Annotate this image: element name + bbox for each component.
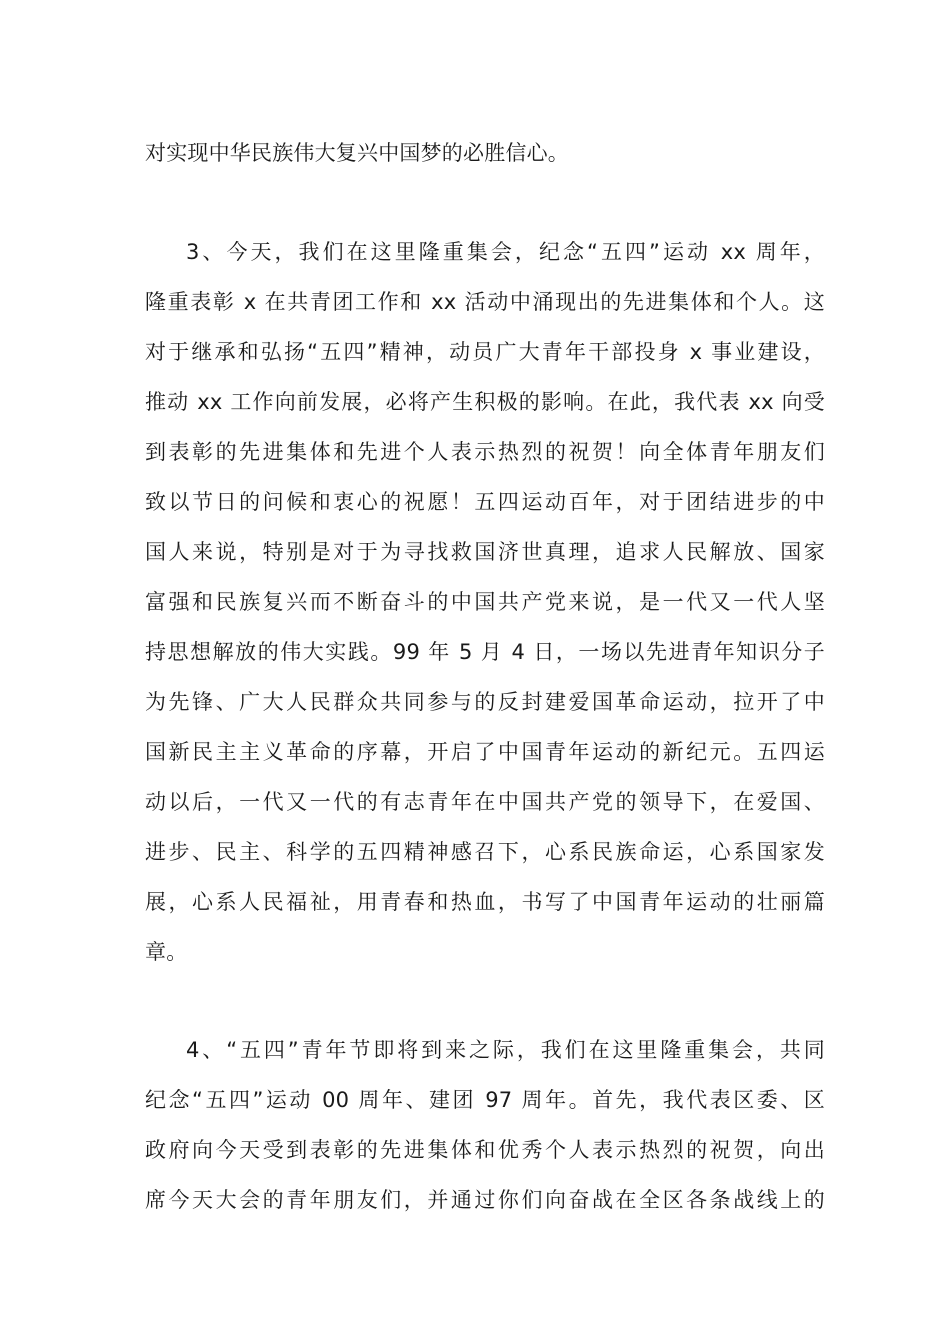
text-line: 富强和民族复兴而不断奋斗的中国共产党来说，是一代又一代人坚 — [145, 590, 825, 614]
text-line: 到表彰的先进集体和先进个人表示热烈的祝贺！向全体青年朋友们 — [145, 440, 825, 464]
text-line: 纪念“五四”运动 00 周年、建团 97 周年。首先，我代表区委、区 — [145, 1088, 825, 1112]
text-line: 章。 — [145, 940, 188, 964]
text-line: 对实现中华民族伟大复兴中国梦的必胜信心。 — [145, 141, 569, 165]
text-line: 展，心系人民福祉，用青春和热血，书写了中国青年运动的壮丽篇 — [145, 890, 825, 914]
text-line: 进步、民主、科学的五四精神感召下，心系民族命运，心系国家发 — [145, 840, 825, 864]
text-line: 为先锋、广大人民群众共同参与的反封建爱国革命运动，拉开了中 — [145, 690, 825, 714]
text-line: 国人来说，特别是对于为寻找救国济世真理，追求人民解放、国家 — [145, 540, 825, 564]
text-line: 3、今天，我们在这里隆重集会，纪念“五四”运动 xx 周年， — [186, 240, 825, 264]
text-line: 席今天大会的青年朋友们，并通过你们向奋战在全区各条战线上的 — [145, 1188, 825, 1212]
text-line: 持思想解放的伟大实践。99 年 5 月 4 日，一场以先进青年知识分子 — [145, 640, 825, 664]
text-line: 隆重表彰 x 在共青团工作和 xx 活动中涌现出的先进集体和个人。这 — [145, 290, 825, 314]
text-line: 国新民主主义革命的序幕，开启了中国青年运动的新纪元。五四运 — [145, 740, 825, 764]
text-line: 致以节日的问候和衷心的祝愿！五四运动百年，对于团结进步的中 — [145, 490, 825, 514]
text-line: 动以后，一代又一代的有志青年在中国共产党的领导下，在爱国、 — [145, 790, 825, 814]
text-line: 4、“五四”青年节即将到来之际，我们在这里隆重集会，共同 — [186, 1038, 825, 1062]
text-line: 对于继承和弘扬“五四”精神，动员广大青年干部投身 x 事业建设， — [145, 340, 825, 364]
text-line: 政府向今天受到表彰的先进集体和优秀个人表示热烈的祝贺，向出 — [145, 1138, 825, 1162]
text-line: 推动 xx 工作向前发展，必将产生积极的影响。在此，我代表 xx 向受 — [145, 390, 825, 414]
